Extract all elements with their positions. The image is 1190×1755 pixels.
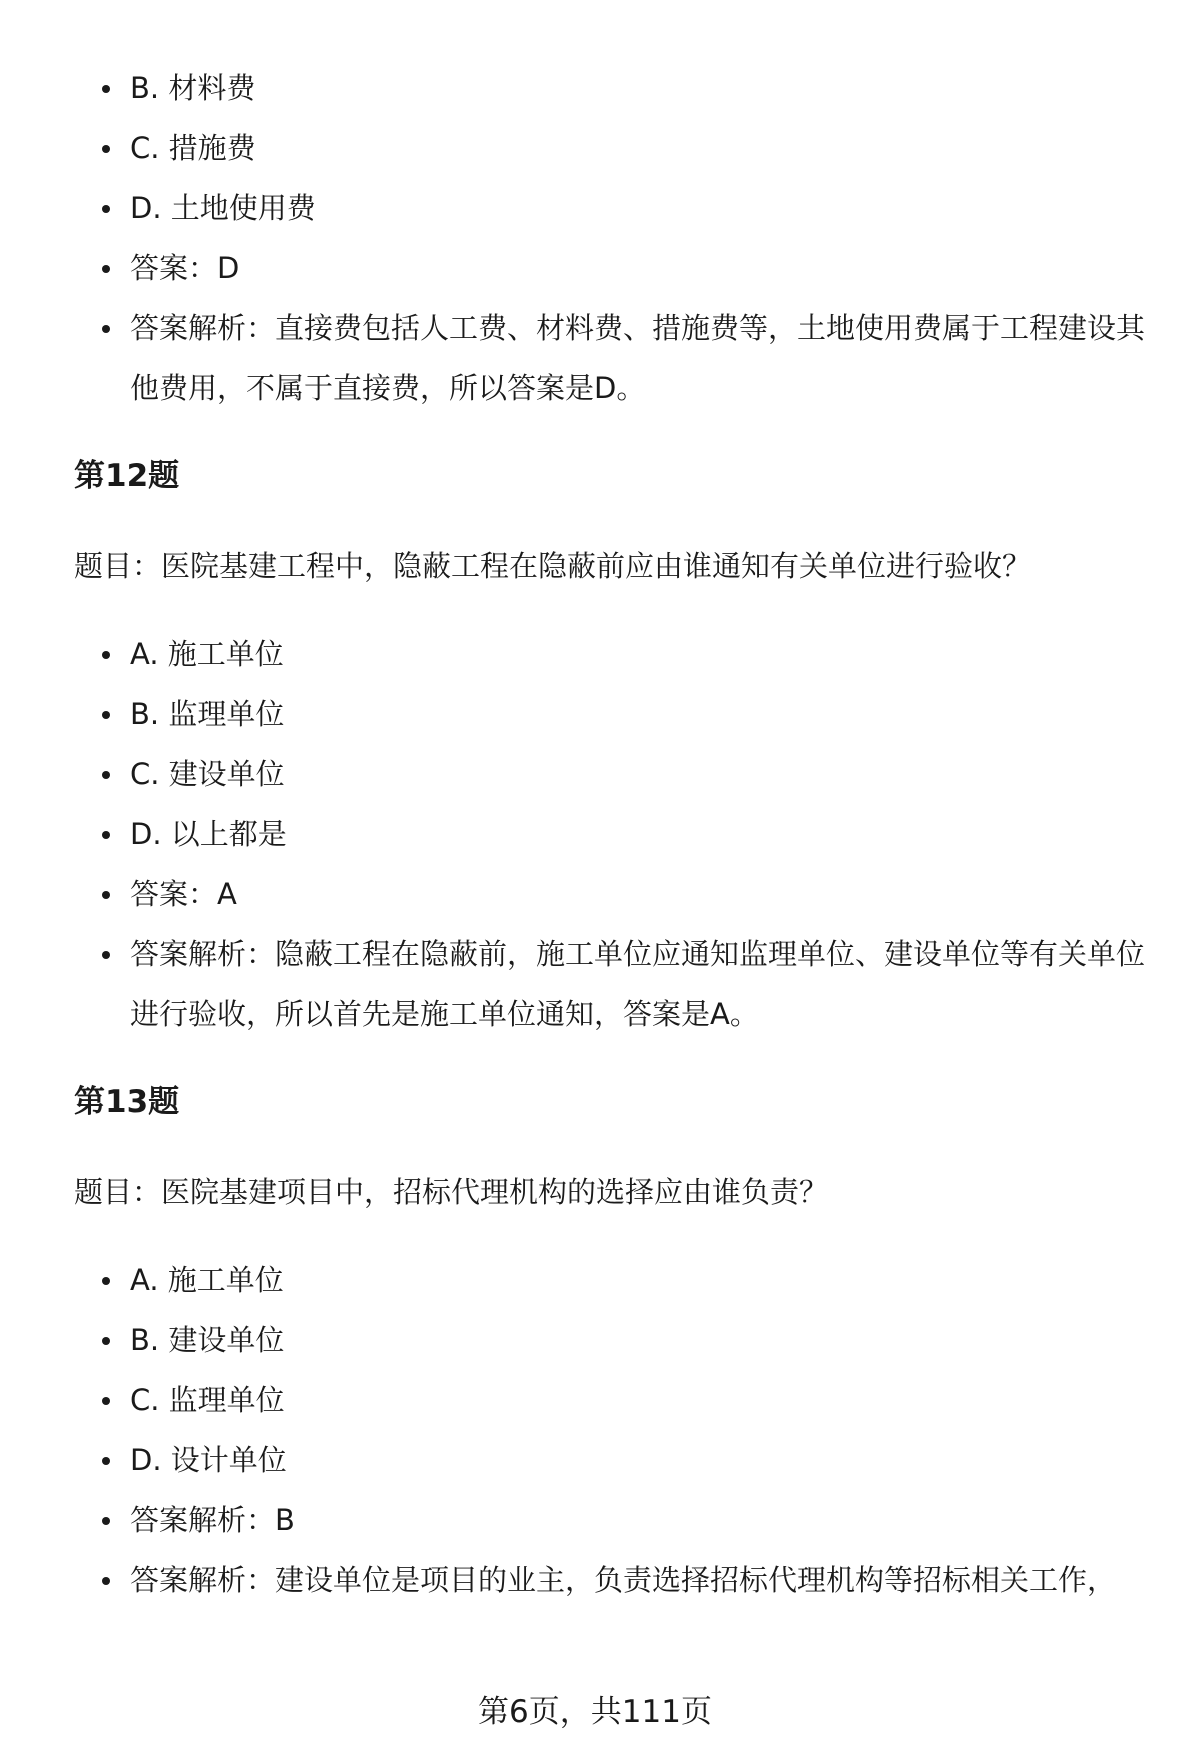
option-b: B. 材料费 <box>130 58 1164 118</box>
answer: 答案：A <box>130 864 1164 924</box>
answer-explanation: 答案解析：隐蔽工程在隐蔽前，施工单位应通知监理单位、建设单位等有关单位进行验收，所以首先是施工单位通知，答案是A。 <box>130 924 1164 1044</box>
option-c: C. 措施费 <box>130 118 1164 178</box>
option-b: B. 建设单位 <box>130 1310 1164 1370</box>
answer-explanation: 答案解析：建设单位是项目的业主，负责选择招标代理机构等招标相关工作， <box>130 1550 1164 1610</box>
question-12-list <box>74 624 1164 1044</box>
option-a: A. 施工单位 <box>130 624 1164 684</box>
option-d: D. 设计单位 <box>130 1430 1164 1490</box>
prev-question-list <box>74 58 1164 418</box>
option-d: D. 以上都是 <box>130 804 1164 864</box>
option-b: B. 监理单位 <box>130 684 1164 744</box>
answer: 答案解析：B <box>130 1490 1164 1550</box>
option-c: C. 监理单位 <box>130 1370 1164 1430</box>
option-a: A. 施工单位 <box>130 1250 1164 1310</box>
question-13-list <box>74 1250 1164 1610</box>
question-13-heading: 第13题 <box>74 1084 180 1120</box>
question-13-stem: 题目：医院基建项目中，招标代理机构的选择应由谁负责？ <box>74 1175 829 1209</box>
question-12-stem: 题目：医院基建工程中，隐蔽工程在隐蔽前应由谁通知有关单位进行验收？ <box>74 549 1032 583</box>
option-d: D. 土地使用费 <box>130 178 1164 238</box>
answer: 答案：D <box>130 238 1164 298</box>
answer-explanation: 答案解析：直接费包括人工费、材料费、措施费等，土地使用费属于工程建设其他费用，不属于直接费，所以答案是D。 <box>130 298 1164 418</box>
page-content <box>74 58 1164 1610</box>
option-c: C. 建设单位 <box>130 744 1164 804</box>
page-number-footer: 第6页，共111页 <box>478 1694 712 1730</box>
question-12-heading: 第12题 <box>74 458 180 494</box>
